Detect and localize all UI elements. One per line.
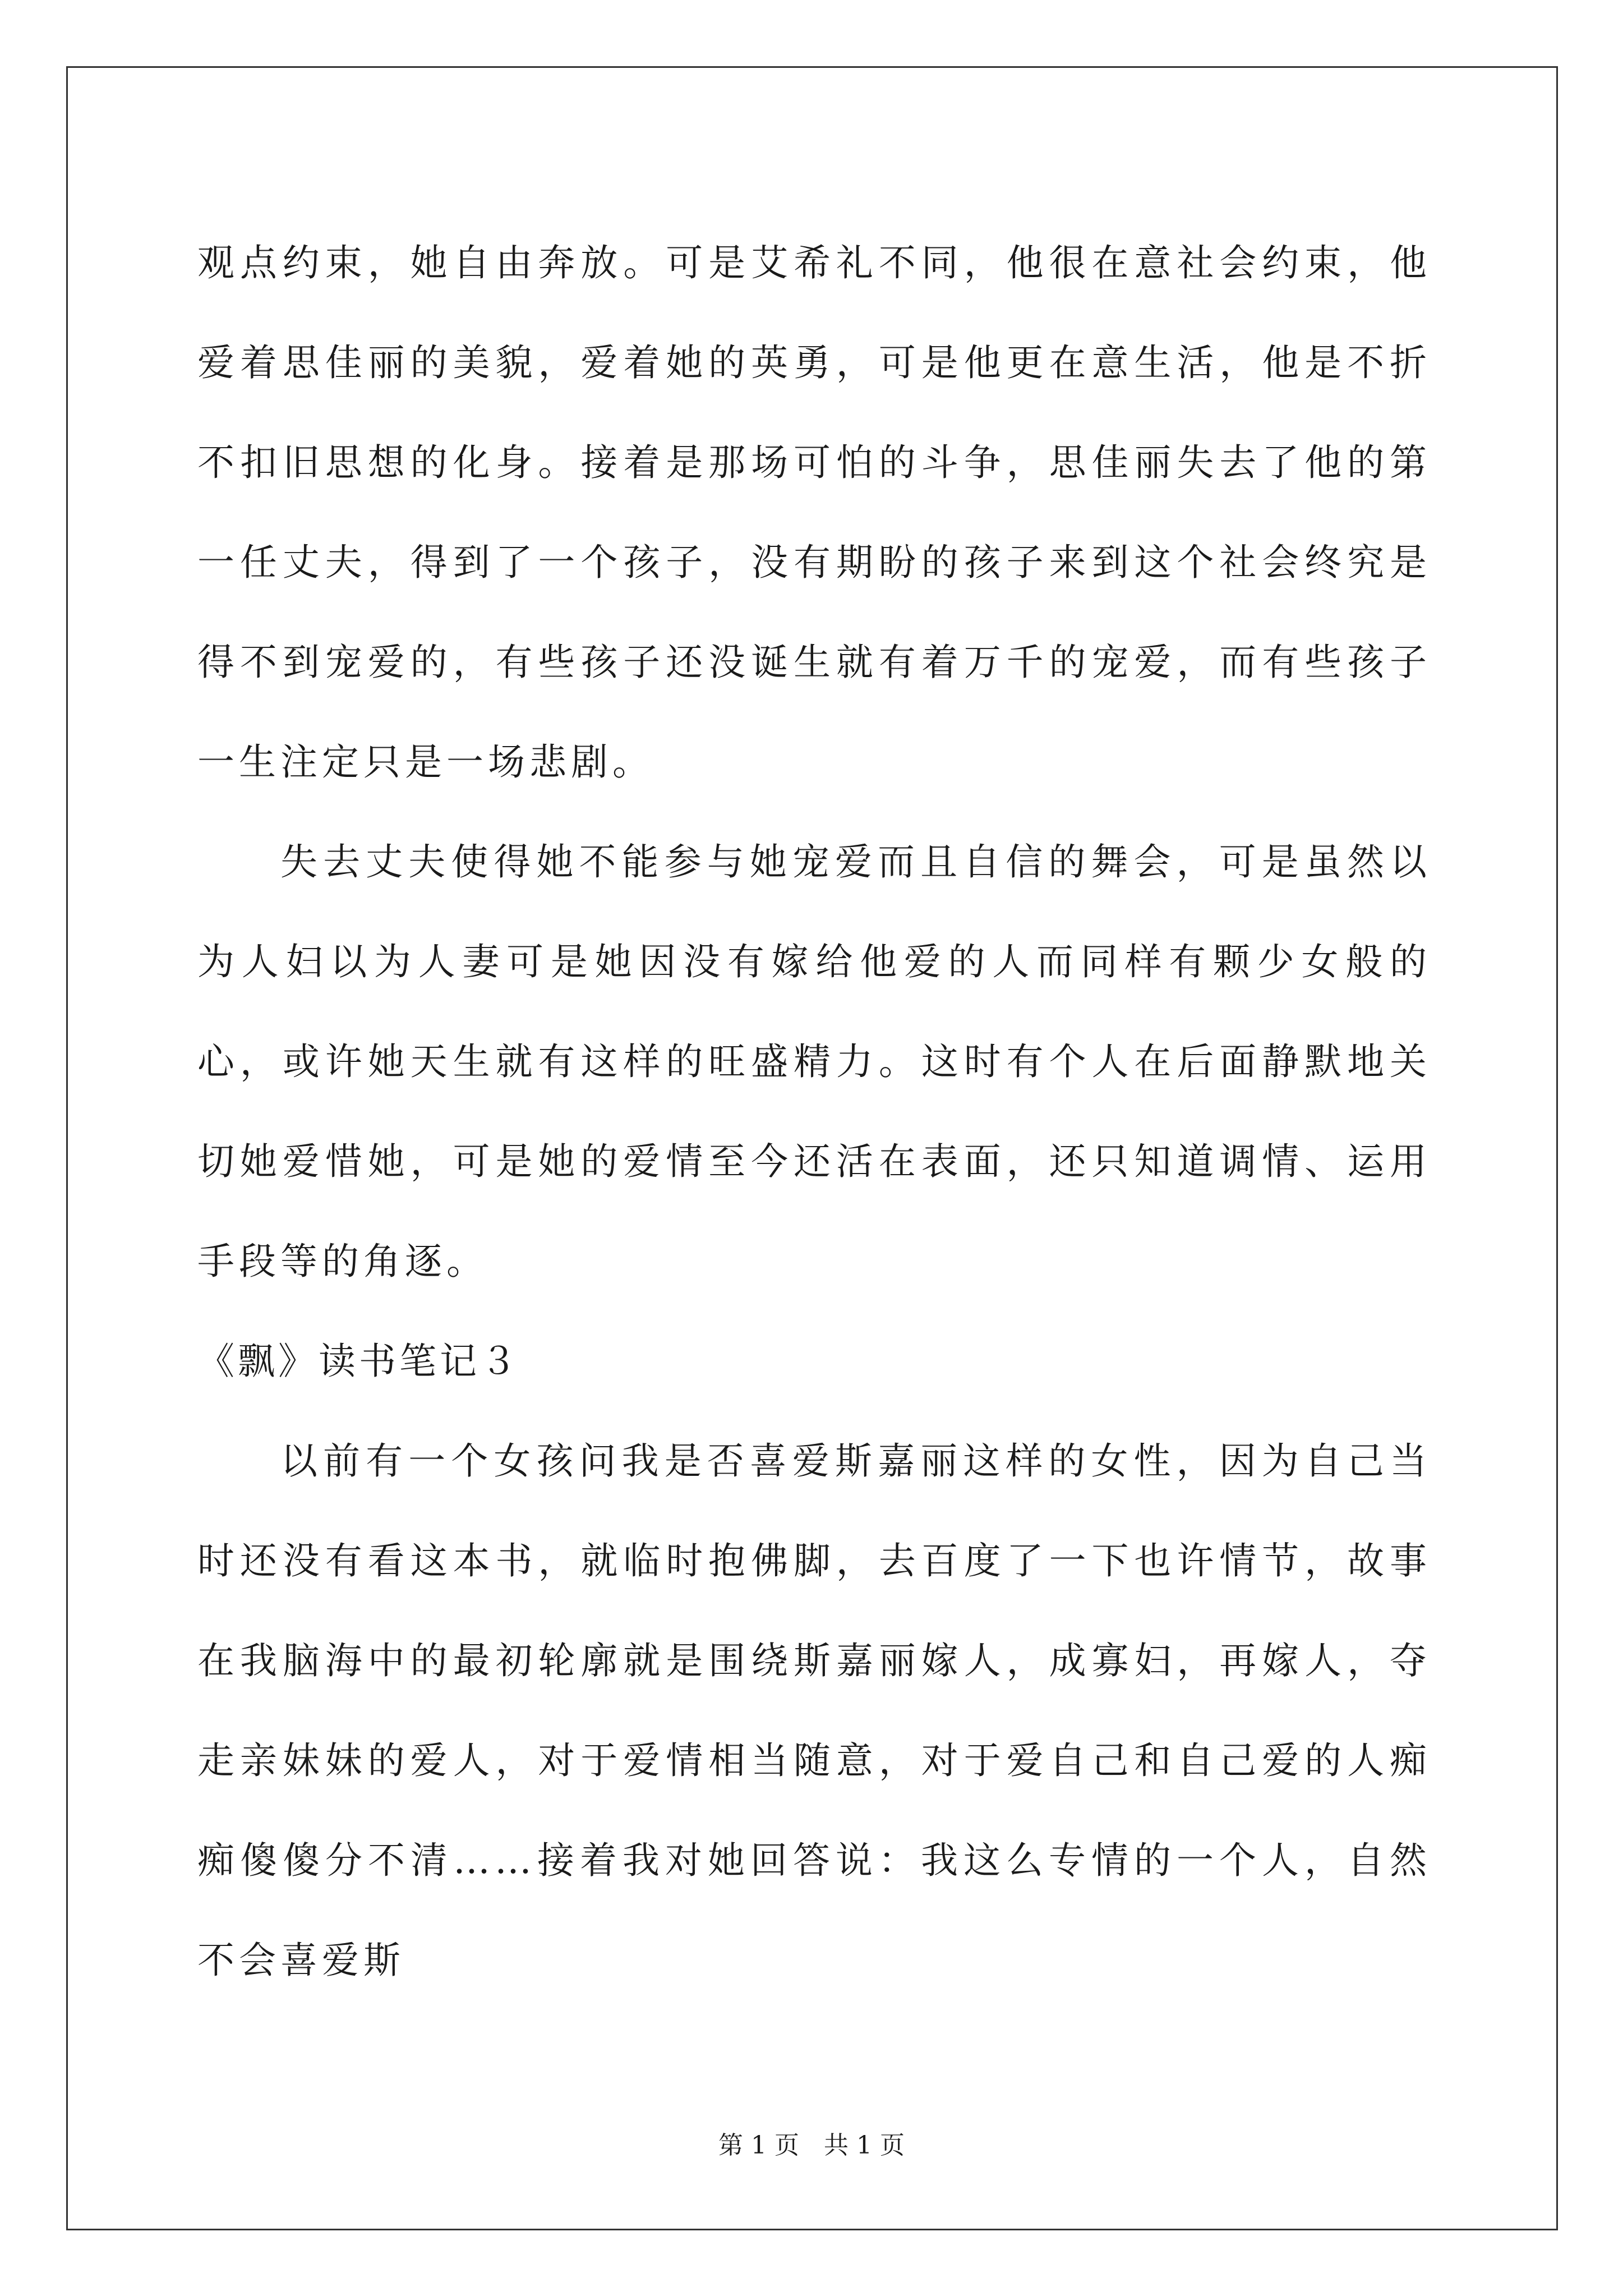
paragraph-continued: 观点约束，她自由奔放。可是艾希礼不同，他很在意社会约束，他爱着思佳丽的美貌，爱着她的英勇，可是他更在意生活，他是不折不扣旧思想的化身。接着是那场可怕的斗争，思佳丽失去了他的第一任丈夫，得到了一个孩子，没有期盼的孩子来到这个社会终究是得不到宠爱的，有些孩子还没诞生就有着万千的宠爱，而有些孩子一生注定只是一场悲剧。: [197, 241, 1431, 784]
paragraph: 以前有一个女孩问我是否喜爱斯嘉丽这样的女性，因为自己当时还没有看这本书，就临时抱佛脚，去百度了一下也许情节，故事在我脑海中的最初轮廓就是围绕斯嘉丽嫁人，成寡妇，再嫁人，夺走亲妹妹的爱人，对于爱情相当随意，对于爱自己和自己爱的人痴痴傻傻分不清……接着我对她回答说：我这么专情的一个人，自然不会喜爱斯: [197, 1439, 1431, 1982]
document-body: [197, 213, 1431, 2010]
paragraph: 失去丈夫使得她不能参与她宠爱而且自信的舞会，可是虽然以为人妇以为人妻可是她因没有嫁给他爱的人而同样有颗少女般的心，或许她天生就有这样的旺盛精力。这时有个人在后面静默地关切她爱惜她，可是她的爱情至今还活在表面，还只知道调情、运用手段等的角逐。: [197, 840, 1431, 1283]
section-heading: 《飘》读书笔记３: [197, 1340, 520, 1383]
page-number-footer: 第 1 页 共 1 页: [718, 2131, 905, 2160]
